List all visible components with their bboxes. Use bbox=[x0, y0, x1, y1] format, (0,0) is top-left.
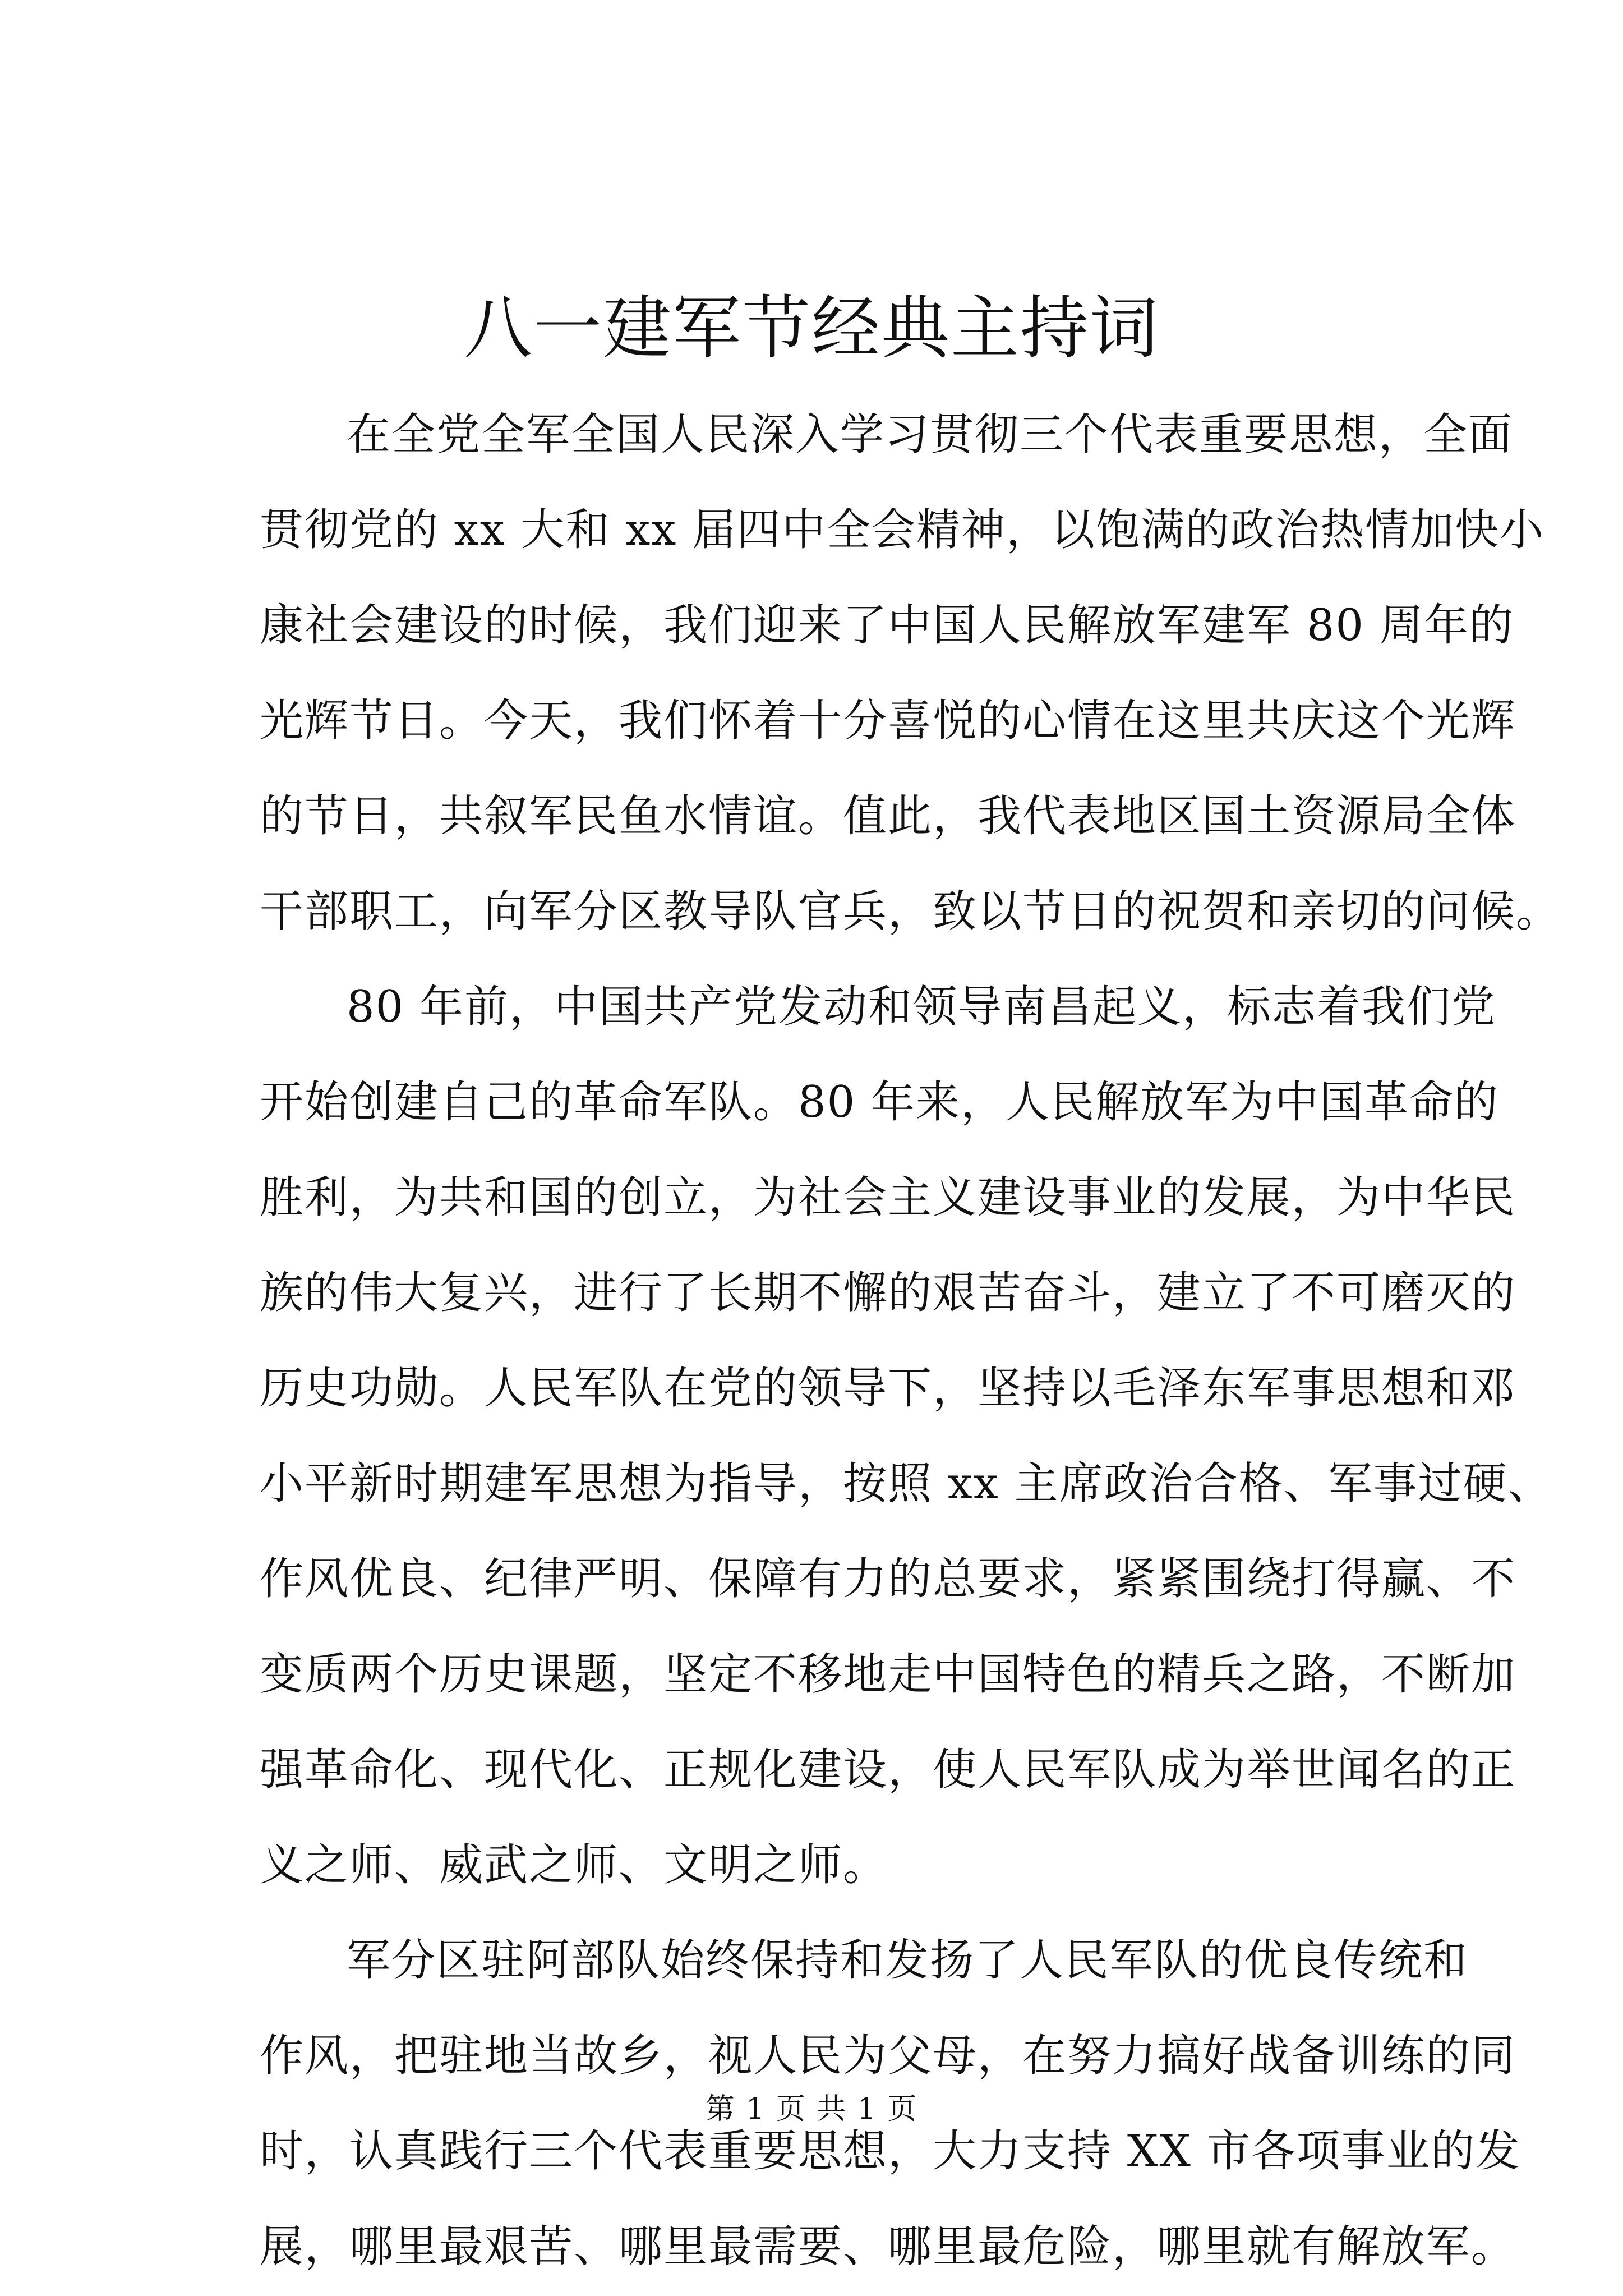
paragraph-1 bbox=[260, 387, 1561, 959]
paragraph-line: 历史功勋。人民军队在党的领导下，坚持以毛泽东军事思想和邓 bbox=[260, 1363, 1516, 1414]
paragraph-line: 作风，把驻地当故乡，视人民为父母，在努力搞好战备训练的同 bbox=[260, 2031, 1516, 2081]
paragraph-line: 军分区驻阿部队始终保持和发扬了人民军队的优良传统和 bbox=[347, 1935, 1469, 1986]
paragraph-2 bbox=[260, 959, 1553, 1913]
document-body bbox=[260, 387, 1561, 2294]
paragraph-line: 变质两个历史课题，坚定不移地走中国特色的精兵之路，不断加 bbox=[260, 1649, 1516, 1700]
paragraph-line: 光辉节日。今天，我们怀着十分喜悦的心情在这里共庆这个光辉 bbox=[260, 696, 1516, 746]
paragraph-line: 贯彻党的 xx 大和 xx 届四中全会精神，以饱满的政治热情加快小 bbox=[260, 505, 1545, 555]
paragraph-line: 80 年前，中国共产党发动和领导南昌起义，标志着我们党 bbox=[347, 982, 1497, 1032]
paragraph-line: 小平新时期建军思想为指导，按照 xx 主席政治合格、军事过硬、 bbox=[260, 1458, 1553, 1509]
paragraph-line: 族的伟大复兴，进行了长期不懈的艰苦奋斗，建立了不可磨灭的 bbox=[260, 1268, 1516, 1318]
paragraph-line: 的节日，共叙军民鱼水情谊。值此，我代表地区国土资源局全体 bbox=[260, 791, 1516, 841]
paragraph-line: 强革命化、现代化、正规化建设，使人民军队成为举世闻名的正 bbox=[260, 1745, 1516, 1795]
paragraph-line: 作风优良、纪律严明、保障有力的总要求，紧紧围绕打得赢、不 bbox=[260, 1554, 1516, 1604]
paragraph-line: 在全党全军全国人民深入学习贯彻三个代表重要思想，全面 bbox=[347, 409, 1514, 460]
paragraph-line: 康社会建设的时候，我们迎来了中国人民解放军建军 80 周年的 bbox=[260, 600, 1514, 651]
document-title: 八一建军节经典主持词 bbox=[464, 288, 1159, 368]
paragraph-line: 胜利，为共和国的创立，为社会主义建设事业的发展，为中华民 bbox=[260, 1172, 1516, 1223]
paragraph-line: 时，认真践行三个代表重要思想，大力支持 XX 市各项事业的发 bbox=[260, 2126, 1521, 2177]
paragraph-line: 干部职工，向军分区教导队官兵，致以节日的祝贺和亲切的问候。 bbox=[260, 886, 1561, 937]
page-footer: 第 1 页 共 1 页 bbox=[705, 2092, 918, 2126]
paragraph-line: 开始创建自己的革命军队。80 年来，人民解放军为中国革命的 bbox=[260, 1077, 1500, 1128]
paragraph-line: 展，哪里最艰苦、哪里最需要、哪里最危险，哪里就有解放军。 bbox=[260, 2221, 1516, 2272]
paragraph-line: 义之师、威武之师、文明之师。 bbox=[260, 1840, 888, 1890]
